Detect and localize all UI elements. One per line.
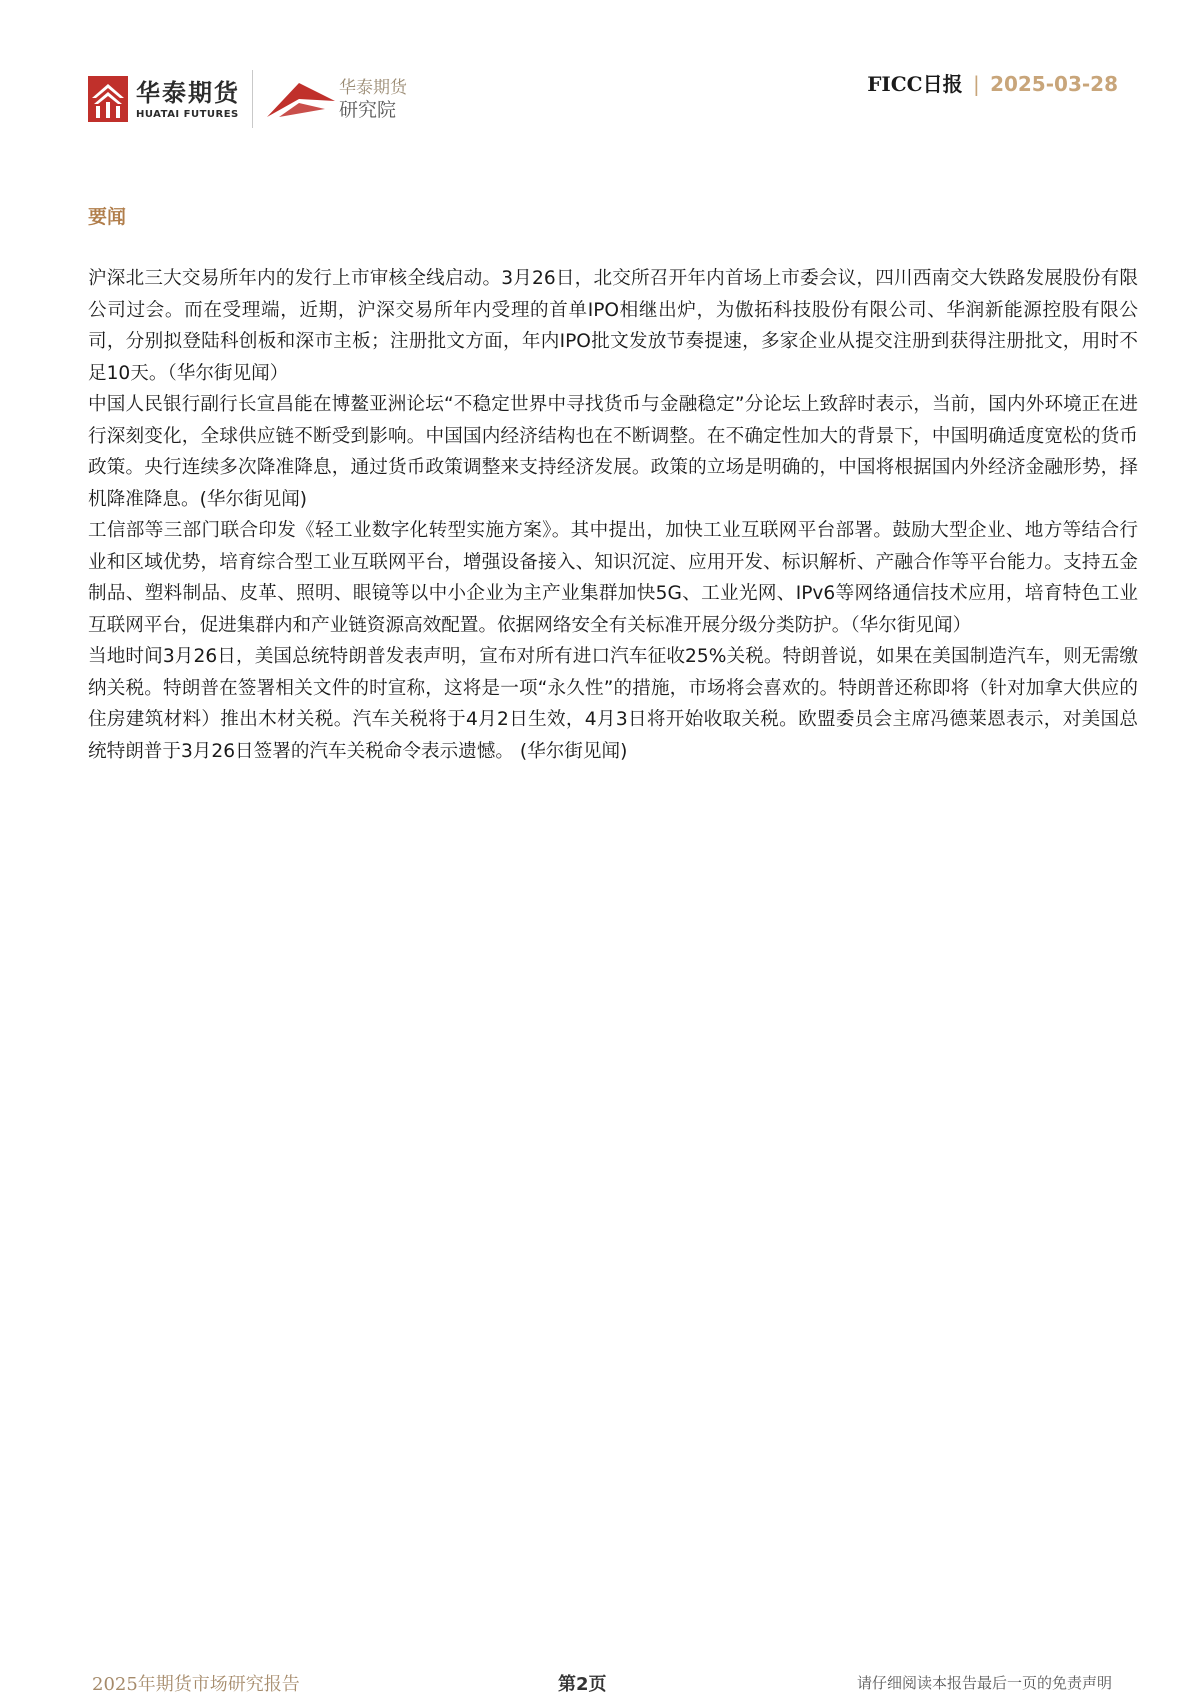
logo-divider xyxy=(252,70,253,128)
page-header xyxy=(88,62,1118,132)
institute-line1: 华泰期货 xyxy=(339,78,407,98)
news-paragraph: 工信部等三部门联合印发《轻工业数字化转型实施方案》。其中提出，加快工业互联网平台部署。鼓励大型企业、地方等结合行业和区域优势，培育综合型工业互联网平台，增强设备接入、知识沉淀、应用开发、标识解析、产融合作等平台能力。支持五金制品、塑料制品、皮革、照明、眼镜等以中小企业为主产业集群加快5G、工业光网、IPv6等网络通信技术应用，培育特色工业互联网平台，促进集群内和产业链资源高效配置。依据网络安全有关标准开展分级分类防护。（华尔街见闻） xyxy=(88,520,1138,636)
title-separator: | xyxy=(972,72,980,96)
logo-en-text: HUATAI FUTURES xyxy=(136,108,239,120)
institute-logo-icon xyxy=(265,77,337,121)
news-body xyxy=(88,263,1138,767)
section-title: 要闻 xyxy=(88,206,127,228)
news-paragraph: 沪深北三大交易所年内的发行上市审核全线启动。3月26日，北交所召开年内首场上市委会议，四川西南交大铁路发展股份有限公司过会。而在受理端，近期，沪深交易所年内受理的首单IPO相继出炉，为傲拓科技股份有限公司、华润新能源控股有限公司，分别拟登陆科创板和深市主板；注册批文方面，年内IPO批文发放节奏提速，多家企业从提交注册到获得注册批文，用时不足10天。（华尔街见闻） xyxy=(88,268,1138,384)
report-date: 2025-03-28 xyxy=(990,72,1118,96)
disclaimer-note: 请仔细阅读本报告最后一页的免责声明 xyxy=(856,1674,1112,1692)
huatai-logo-icon xyxy=(88,76,128,122)
report-title xyxy=(867,68,1118,97)
page-number: 第2页 xyxy=(558,1674,607,1695)
institute-line2: 研究院 xyxy=(339,99,397,121)
report-type: FICC日报 xyxy=(867,72,963,96)
brand-logo xyxy=(88,70,407,128)
news-paragraph: 当地时间3月26日，美国总统特朗普发表声明，宣布对所有进口汽车征收25%关税。特朗普说，如果在美国制造汽车，则无需缴纳关税。特朗普在签署相关文件的时宣称，这将是一项“永久性”的措施，市场将会喜欢的。特朗普还称即将（针对加拿大供应的住房建筑材料）推出木材关税。汽车关税将于4月2日生效，4月3日将开始收取关税。欧盟委员会主席冯德莱恩表示，对美国总统特朗普于3月26日签署的汽车关税命令表示遗憾。 (华尔街见闻) xyxy=(88,646,1138,762)
news-paragraph: 中国人民银行副行长宣昌能在博鳌亚洲论坛“不稳定世界中寻找货币与金融稳定”分论坛上致辞时表示，当前，国内外环境正在进行深刻变化，全球供应链不断受到影响。中国国内经济结构也在不断调整。在不确定性加大的背景下，中国明确适度宽松的货币政策。央行连续多次降准降息，通过货币政策调整来支持经济发展。政策的立场是明确的，中国将根据国内外经济金融形势，择机降准降息。(华尔街见闻) xyxy=(88,394,1138,510)
logo-cn-text: 华泰期货 xyxy=(136,78,240,107)
footer-report-name: 2025年期货市场研究报告 xyxy=(92,1674,300,1695)
page-footer xyxy=(92,1670,1112,1698)
